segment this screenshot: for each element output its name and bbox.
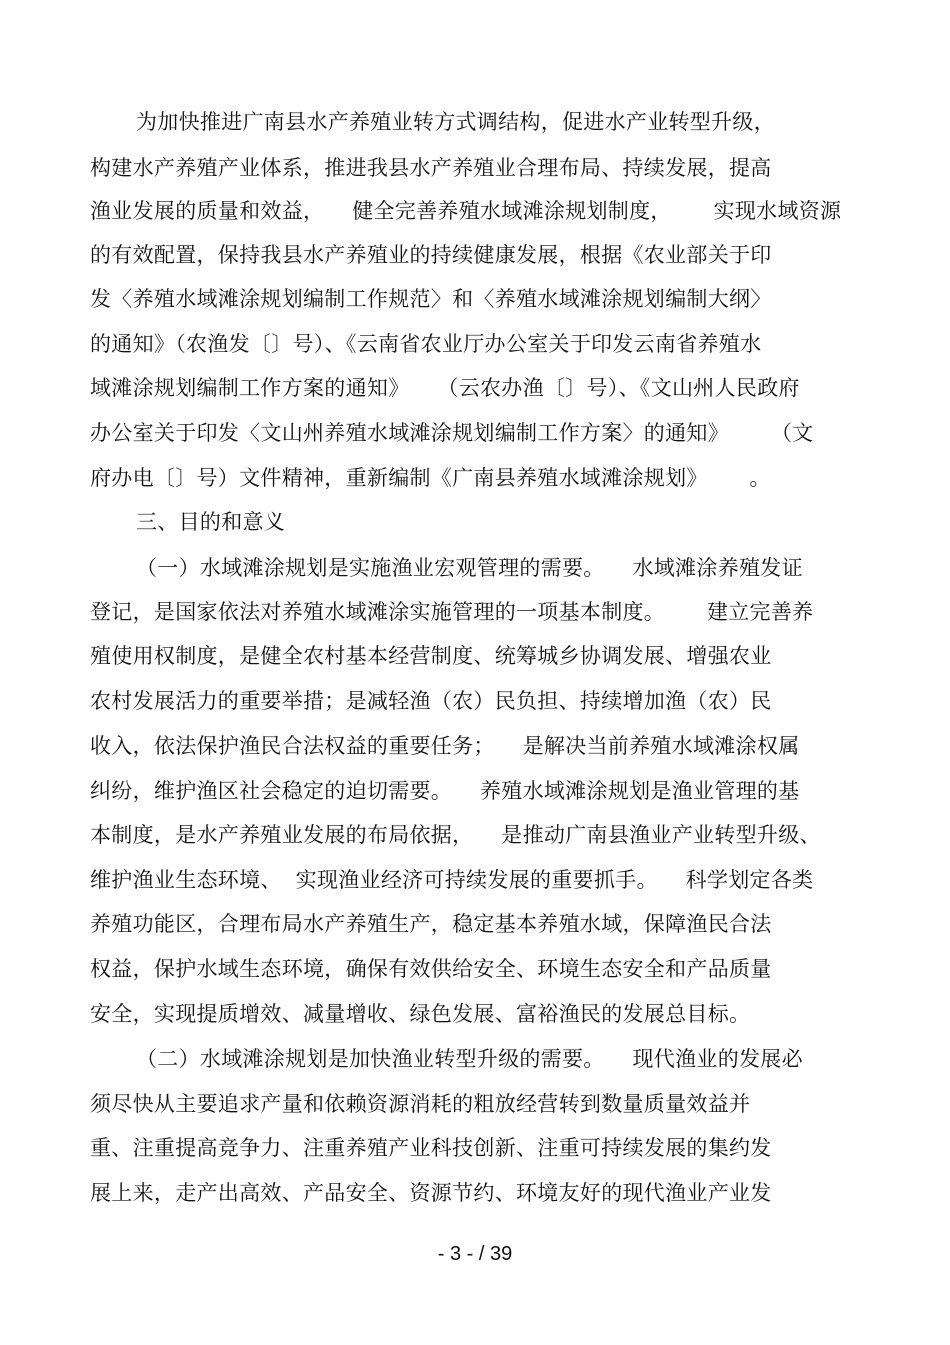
paragraph-line: 本制度，是水产养殖业发展的布局依据， 是推动广南县渔业产业转型升级、 (90, 823, 821, 847)
paragraph-line: 发〈养殖水域滩涂规划编制工作规范〉和〈养殖水域滩涂规划编制大纲〉 (90, 287, 772, 311)
paragraph-line: 殖使用权制度，是健全农村基本经营制度、统筹城乡协调发展、增强农业 (90, 644, 772, 668)
paragraph-line: 养殖功能区，合理布局水产养殖生产，稳定基本养殖水域，保障渔民合法 (90, 912, 772, 936)
paragraph-line: 安全，实现提质增效、减量增收、绿色发展、富裕渔民的发展总目标。 (90, 1002, 751, 1026)
paragraph-line: 权益，保护水域生态环境，确保有效供给安全、环境生态安全和产品质量 (90, 957, 772, 981)
paragraph-line: 渔业发展的质量和效益， 健全完善养殖水域滩涂规划制度， 实现水域资源 (90, 199, 842, 223)
paragraph-line: 的通知》（农渔发〔〕号）、《云南省农业厅办公室关于印发云南省养殖水 (90, 332, 762, 356)
paragraph-line: （一）水域滩涂规划是实施渔业宏观管理的需要。 水域滩涂养殖发证 (136, 556, 803, 580)
paragraph-line: 为加快推进广南县水产养殖业转方式调结构，促进水产业转型升级， (136, 110, 775, 134)
paragraph-line: 构建水产养殖产业体系，推进我县水产养殖业合理布局、持续发展，提高 (90, 156, 772, 180)
paragraph-line: 府办电〔〕号）文件精神，重新编制《广南县养殖水域滩涂规划》 。 (90, 466, 771, 490)
paragraph-line: 重、注重提高竞争力、注重养殖产业科技创新、注重可持续发展的集约发 (90, 1136, 772, 1160)
paragraph-line: 须尽快从主要追求产量和依赖资源消耗的粗放经营转到数量质量效益并 (90, 1092, 751, 1116)
paragraph-line: 的有效配置，保持我县水产养殖业的持续健康发展，根据《农业部关于印 (90, 243, 772, 267)
paragraph-line: 收入，依法保护渔民合法权益的重要任务； 是解决当前养殖水域滩涂权属 (90, 734, 800, 758)
page-number: - 3 - / 39 (437, 1243, 513, 1265)
paragraph-line: 登记，是国家依法对养殖水域滩涂实施管理的一项基本制度。 建立完善养 (90, 600, 814, 624)
section-heading: 三、目的和意义 (136, 510, 286, 534)
paragraph-line: 纠纷，维护渔区社会稳定的迫切需要。 养殖水域滩涂规划是渔业管理的基 (90, 779, 800, 803)
paragraph-line: 展上来，走产出高效、产品安全、资源节约、环境友好的现代渔业产业发 (90, 1181, 772, 1205)
paragraph-line: （二）水域滩涂规划是加快渔业转型升级的需要。 现代渔业的发展必 (136, 1047, 803, 1071)
paragraph-line: 农村发展活力的重要举措；是减轻渔（农）民负担、持续增加渔（农）民 (90, 689, 772, 713)
paragraph-line: 办公室关于印发〈文山州养殖水域滩涂规划编制工作方案〉的通知》 （文 (90, 421, 814, 445)
paragraph-line: 维护渔业生态环境、 实现渔业经济可持续发展的重要抓手。 科学划定各类 (90, 868, 814, 892)
paragraph-line: 域滩涂规划编制工作方案的通知》 （云农办渔〔〕号）、《文山州人民政府 (90, 376, 800, 400)
